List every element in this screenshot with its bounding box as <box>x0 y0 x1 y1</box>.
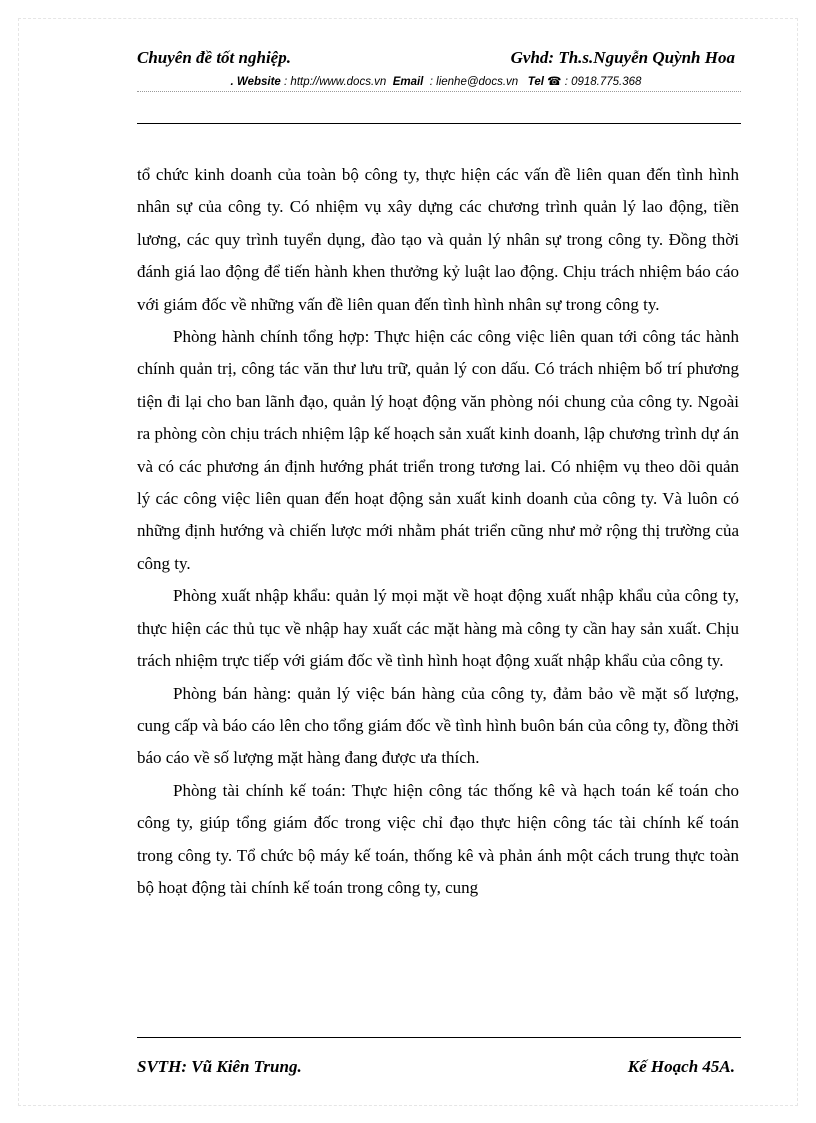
header-advisor: Gvhd: Th.s.Nguyễn Quỳnh Hoa <box>510 48 735 67</box>
footer-divider <box>137 1037 741 1038</box>
body-text <box>137 159 739 904</box>
header-dotted-divider <box>137 91 741 92</box>
paragraph: tổ chức kinh doanh của toàn bộ công ty, thực hiện các vấn đề liên quan đến tình hình nhân sự của công ty. Có nhiệm vụ xây dựng các chương trình quản lý lao động, tiền lương, các quy trình tuyển dụng, đào tạo và quản lý nhân sự trong công ty. Đồng thời đánh giá lao động để tiến hành khen thưởng kỷ luật lao động. Chịu trách nhiệm báo cáo với giám đốc về những vấn đề liên quan đến tình hình nhân sự trong công ty. <box>137 165 739 314</box>
email-value: : lienhe@docs.vn <box>429 76 519 88</box>
paragraph: Phòng bán hàng: quản lý việc bán hàng của công ty, đảm bảo về mặt số lượng, cung cấp và báo cáo lên cho tổng giám đốc về tình hình buôn bán của công ty, đồng thời báo cáo về số lượng mặt hàng đang được ưa thích. <box>137 683 739 768</box>
tel-label: Tel <box>527 76 544 88</box>
page-footer <box>137 1057 735 1081</box>
footer-student: SVTH: Vũ Kiên Trung. <box>137 1057 302 1076</box>
email-label: Email <box>392 76 424 88</box>
header-title: Chuyên đề tốt nghiệp. <box>137 48 291 67</box>
paragraph: Phòng xuất nhập khẩu: quản lý mọi mặt về hoạt động xuất nhập khẩu của công ty, thực hiện các thủ tục về nhập hay xuất các mặt hàng mà công ty cần hay sản xuất. Chịu trách nhiệm trực tiếp với giám đốc về tình hình hoạt động xuất nhập khẩu của công ty. <box>137 586 739 671</box>
header-contact-line <box>137 74 735 88</box>
tel-value: : 0918.775.368 <box>564 76 642 88</box>
page-header <box>137 48 735 72</box>
website-value: : http://www.docs.vn <box>284 76 387 88</box>
website-label: . Website <box>230 76 281 88</box>
paragraph: Phòng tài chính kế toán: Thực hiện công tác thống kê và hạch toán kế toán cho công ty, giúp tổng giám đốc trong việc chỉ đạo thực hiện công tác tài chính kế toán trong công ty. Tổ chức bộ máy kế toán, thống kê và phản ánh một cách trung thực toàn bộ hoạt động tài chính kế toán trong công ty, cung <box>137 780 739 897</box>
paragraph: Phòng hành chính tổng hợp: Thực hiện các công việc liên quan tới công tác hành chính quản trị, công tác văn thư lưu trữ, quản lý con dấu. Có trách nhiệm bố trí phương tiện đi lại cho ban lãnh đạo, quản lý hoạt động văn phòng nói chung của công ty. Ngoài ra phòng còn chịu trách nhiệm lập kế hoạch sản xuất kinh doanh, lập chương trình dự án và có các phương án định hướng phát triển trong tương lai. Có nhiệm vụ theo dõi quản lý các công việc liên quan đến hoạt động sản xuất kinh doanh của công ty. Và luôn có những định hướng và chiến lược mới nhằm phát triển cũng như mở rộng thị trường của công ty. <box>137 327 739 573</box>
header-divider <box>137 123 741 124</box>
footer-class: Kế Hoạch 45A. <box>627 1057 735 1076</box>
phone-icon: ☎ <box>547 76 562 88</box>
